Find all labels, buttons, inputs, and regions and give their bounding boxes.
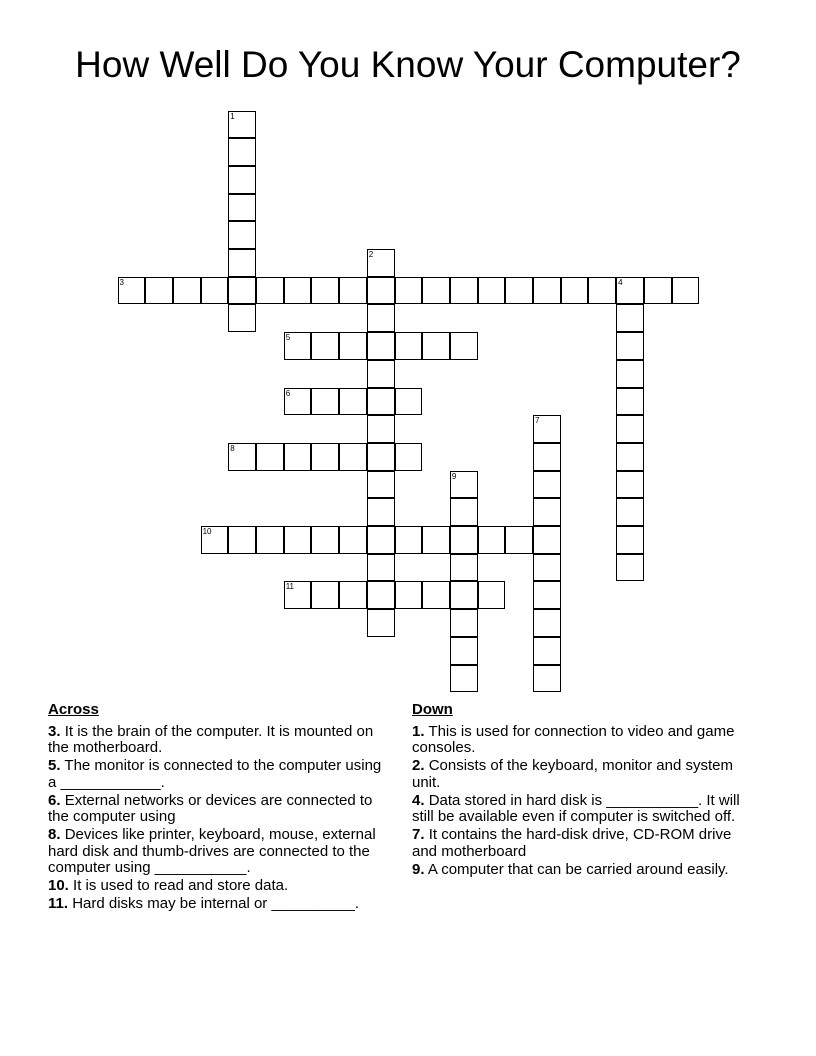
crossword-cell[interactable]	[616, 443, 644, 471]
crossword-cell[interactable]	[422, 526, 450, 554]
crossword-cell[interactable]	[533, 498, 561, 526]
crossword-cell[interactable]	[311, 388, 339, 416]
crossword-cell[interactable]	[284, 277, 312, 305]
crossword-cell[interactable]	[367, 581, 395, 609]
crossword-cell[interactable]	[228, 166, 256, 194]
crossword-cell[interactable]	[533, 415, 561, 443]
crossword-cell[interactable]	[644, 277, 672, 305]
clue-number: 5.	[48, 757, 61, 775]
crossword-cell[interactable]	[533, 609, 561, 637]
cell-number: 11	[285, 582, 294, 592]
crossword-cell[interactable]	[533, 277, 561, 305]
crossword-cell[interactable]	[311, 526, 339, 554]
crossword-cell[interactable]	[395, 277, 423, 305]
crossword-cell[interactable]	[533, 526, 561, 554]
clue-text: It contains the hard-disk drive, CD-ROM drive and motherboard	[412, 826, 732, 860]
cell-number: 1	[230, 111, 235, 121]
crossword-cell[interactable]	[339, 526, 367, 554]
clue-down-7	[412, 827, 752, 860]
cell-number: 2	[368, 250, 374, 259]
crossword-cell[interactable]	[284, 332, 312, 360]
down-heading: Down	[412, 701, 453, 718]
clue-down-1	[412, 724, 752, 757]
crossword-cell[interactable]	[339, 277, 367, 305]
crossword-cell[interactable]	[367, 415, 395, 443]
crossword-cell[interactable]	[588, 277, 616, 305]
clue-across-3	[48, 724, 388, 757]
crossword-cell[interactable]	[533, 554, 561, 582]
clue-number: 9.	[412, 860, 425, 878]
clue-text: Consists of the keyboard, monitor and system unit.	[412, 757, 733, 791]
crossword-cell[interactable]	[367, 609, 395, 637]
crossword-cell[interactable]	[616, 415, 644, 443]
cell-number: 5	[285, 333, 291, 343]
crossword-cell[interactable]	[395, 388, 423, 416]
crossword-cell[interactable]	[201, 277, 229, 305]
cell-number: 3	[119, 277, 124, 287]
crossword-cell[interactable]	[228, 526, 256, 554]
crossword-cell[interactable]	[228, 249, 256, 277]
crossword-cell[interactable]	[339, 388, 367, 416]
clue-text: Hard disks may be internal or __________.	[72, 895, 360, 913]
crossword-cell[interactable]	[422, 332, 450, 360]
clue-text: It is used to read and store data.	[73, 877, 289, 895]
crossword-cell[interactable]	[256, 526, 284, 554]
crossword-cell[interactable]	[505, 277, 533, 305]
clue-text: It is the brain of the computer. It is mounted on the motherboard.	[48, 722, 374, 757]
crossword-cell[interactable]	[616, 498, 644, 526]
crossword-cell[interactable]	[367, 526, 395, 554]
clue-across-10	[48, 878, 388, 895]
cell-number: 7	[535, 416, 540, 426]
crossword-cell[interactable]	[533, 471, 561, 499]
crossword-cell[interactable]	[367, 498, 395, 526]
clue-number: 2.	[412, 757, 425, 775]
crossword-cell[interactable]	[450, 554, 478, 582]
crossword-cell[interactable]	[616, 554, 644, 582]
clue-number: 10.	[48, 877, 69, 895]
crossword-cell[interactable]	[118, 277, 146, 305]
crossword-cell[interactable]	[173, 277, 201, 305]
crossword-cell[interactable]	[339, 581, 367, 609]
clue-text: Data stored in hard disk is ___________. It will still be available even if computer is switched off.	[412, 791, 740, 826]
crossword-cell[interactable]	[367, 443, 395, 471]
crossword-cell[interactable]	[367, 277, 395, 305]
across-heading: Across	[48, 701, 99, 718]
crossword-cell[interactable]	[284, 388, 312, 416]
crossword-cell[interactable]	[367, 554, 395, 582]
clue-text: Devices like printer, keyboard, mouse, external hard disk and thumb-drives are connected to the computer using ___________.	[48, 826, 376, 877]
page-title: How Well Do You Know Your Computer?	[75, 44, 741, 85]
crossword-cell[interactable]	[228, 443, 256, 471]
crossword-cell[interactable]	[450, 332, 478, 360]
clue-number: 6.	[48, 791, 61, 809]
crossword-cell[interactable]	[284, 526, 312, 554]
clue-down-2	[412, 758, 752, 791]
crossword-cell[interactable]	[145, 277, 173, 305]
clue-number: 3.	[48, 722, 61, 740]
crossword-cell[interactable]	[395, 443, 423, 471]
clue-across-6	[48, 793, 388, 826]
crossword-cell[interactable]	[395, 526, 423, 554]
crossword-cell[interactable]	[478, 526, 506, 554]
crossword-cell[interactable]	[616, 332, 644, 360]
clue-text: External networks or devices are connected to the computer using	[48, 791, 373, 826]
crossword-cell[interactable]	[228, 111, 256, 139]
crossword-cell[interactable]	[450, 665, 478, 693]
clue-text: The monitor is connected to the computer using a ____________.	[48, 757, 382, 791]
clue-text: A computer that can be carried around easily.	[427, 860, 729, 878]
crossword-cell[interactable]	[311, 332, 339, 360]
crossword-cell[interactable]	[450, 637, 478, 665]
crossword-cell[interactable]	[339, 332, 367, 360]
crossword-cell[interactable]	[616, 471, 644, 499]
clue-number: 7.	[412, 826, 425, 844]
cell-number: 8	[230, 443, 235, 453]
crossword-cell[interactable]	[256, 277, 284, 305]
crossword-cell[interactable]	[672, 277, 700, 305]
clue-number: 4.	[412, 791, 425, 809]
crossword-cell[interactable]	[616, 388, 644, 416]
crossword-cell[interactable]	[533, 665, 561, 693]
clue-number: 11.	[48, 895, 69, 913]
crossword-cell[interactable]	[561, 277, 589, 305]
crossword-cell[interactable]	[228, 304, 256, 332]
clue-down-4	[412, 793, 752, 826]
crossword-cell[interactable]	[533, 637, 561, 665]
crossword-cell[interactable]	[478, 581, 506, 609]
crossword-cell[interactable]	[311, 443, 339, 471]
crossword-cell[interactable]	[201, 526, 229, 554]
crossword-cell[interactable]	[284, 581, 312, 609]
clue-down-9	[412, 862, 752, 879]
crossword-cell[interactable]	[450, 277, 478, 305]
clue-text: This is used for connection to video and game consoles.	[412, 722, 735, 757]
crossword-cell[interactable]	[533, 581, 561, 609]
crossword-cell[interactable]	[450, 609, 478, 637]
crossword-cell[interactable]	[367, 249, 395, 277]
crossword-cell[interactable]	[450, 498, 478, 526]
clue-number: 1.	[412, 722, 425, 740]
crossword-cell[interactable]	[256, 443, 284, 471]
crossword-cell[interactable]	[367, 471, 395, 499]
crossword-cell[interactable]	[367, 360, 395, 388]
crossword-cell[interactable]	[395, 332, 423, 360]
crossword-cell[interactable]	[616, 304, 644, 332]
crossword-cell[interactable]	[616, 277, 644, 305]
clue-across-8	[48, 827, 388, 877]
cell-number: 10	[202, 527, 212, 536]
crossword-cell[interactable]	[533, 443, 561, 471]
clue-across-5	[48, 758, 388, 791]
crossword-cell[interactable]	[339, 443, 367, 471]
crossword-cell[interactable]	[505, 526, 533, 554]
crossword-cell[interactable]	[478, 277, 506, 305]
crossword-cell[interactable]	[228, 277, 256, 305]
crossword-cell[interactable]	[450, 471, 478, 499]
crossword-cell[interactable]	[228, 194, 256, 222]
crossword-cell[interactable]	[450, 526, 478, 554]
crossword-cell[interactable]	[284, 443, 312, 471]
crossword-cell[interactable]	[367, 332, 395, 360]
crossword-cell[interactable]	[450, 581, 478, 609]
down-clues	[412, 702, 752, 879]
cell-number: 6	[285, 388, 291, 398]
crossword-cell[interactable]	[228, 138, 256, 166]
crossword-cell[interactable]	[616, 360, 644, 388]
crossword-cell[interactable]	[422, 581, 450, 609]
clue-across-11	[48, 896, 388, 913]
crossword-cell[interactable]	[422, 277, 450, 305]
crossword-cell[interactable]	[228, 221, 256, 249]
crossword-cell[interactable]	[395, 581, 423, 609]
crossword-cell[interactable]	[311, 581, 339, 609]
crossword-cell[interactable]	[367, 388, 395, 416]
clue-number: 8.	[48, 826, 61, 844]
crossword-cell[interactable]	[311, 277, 339, 305]
cell-number: 9	[451, 471, 457, 481]
crossword-cell[interactable]	[367, 304, 395, 332]
crossword-cell[interactable]	[616, 526, 644, 554]
cell-number: 4	[618, 277, 623, 287]
across-clues	[48, 702, 388, 914]
